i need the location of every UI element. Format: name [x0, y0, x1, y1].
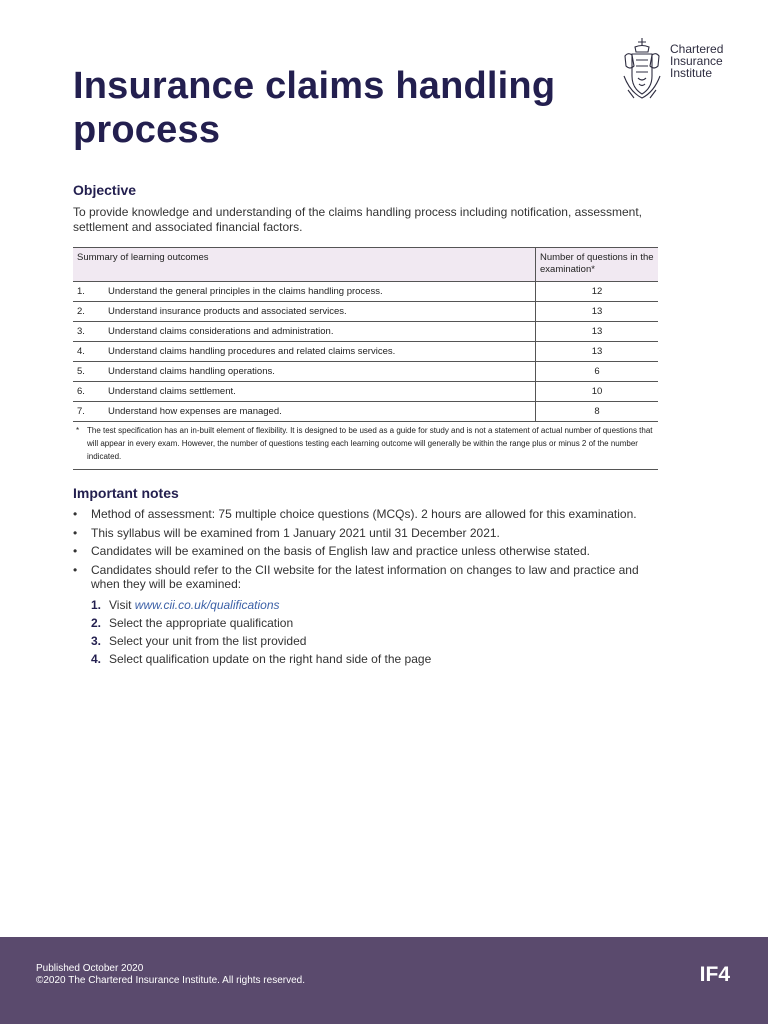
list-item [73, 507, 658, 522]
cii-logo [620, 36, 740, 102]
logo-wordmark [670, 43, 723, 79]
cii-qualifications-link[interactable]: www.cii.co.uk/qualifications [134, 597, 280, 612]
bullet-icon: • [73, 562, 78, 577]
outcome-text: Understand the general principles in the claims handling process. [108, 286, 383, 297]
outcome-text: Understand claims considerations and administration. [108, 326, 334, 337]
step-text: Select qualification update on the right hand side of the page [109, 651, 432, 666]
list-item [73, 563, 658, 668]
row-number: 6. [77, 386, 85, 397]
step-text: Select your unit from the list provided [109, 633, 307, 648]
bullet-icon: • [73, 544, 78, 558]
cii-crest-icon [620, 36, 664, 102]
outcome-text: Understand insurance products and associated services. [108, 306, 347, 317]
note-text: Candidates should refer to the CII website for the latest information on changes to law and practice and when they will be examined: [91, 562, 639, 591]
footnote-text: The test specification has an in-built element of flexibility. It is designed to be used as a guide for study and is not a statement of actual number of questions that will appear in every exam. However, the number of questions testing each learning outcome will generally be within the range plus or minus 2 of the number indicated. [87, 426, 653, 461]
bullet-icon: • [73, 525, 78, 540]
row-number: 7. [77, 406, 85, 417]
outcome-text: Understand claims settlement. [108, 386, 236, 397]
row-number: 3. [77, 326, 85, 337]
table-header-row [73, 248, 658, 282]
outcome-text: Understand how expenses are managed. [108, 406, 282, 417]
row-number: 2. [77, 306, 85, 317]
step-number: 3. [91, 633, 102, 648]
question-count: 8 [536, 402, 659, 422]
header-outcomes: Summary of learning outcomes [73, 248, 536, 282]
logo-line-1: Chartered [670, 42, 724, 56]
list-item [73, 544, 658, 559]
outcome-text: Understand claims handling procedures and related claims services. [108, 346, 396, 357]
note-text: Method of assessment: 75 multiple choice questions (MCQs). 2 hours are allowed for this examination. [91, 507, 637, 521]
step-item [91, 596, 658, 614]
steps-list [91, 596, 658, 668]
step-number: 1. [91, 597, 102, 612]
logo-line-3: Institute [670, 66, 713, 80]
table-row [73, 282, 658, 302]
table-row [73, 382, 658, 402]
list-item [73, 526, 658, 541]
table-footnote [73, 424, 658, 470]
important-notes-list [73, 507, 658, 672]
step-number: 2. [91, 615, 102, 630]
row-number: 4. [77, 346, 85, 357]
question-count: 13 [536, 302, 659, 322]
note-text: This syllabus will be examined from 1 January 2021 until 31 December 2021. [91, 525, 500, 540]
question-count: 13 [536, 342, 659, 362]
bullet-icon: • [73, 507, 78, 521]
important-notes-heading: Important notes [73, 485, 179, 501]
unit-code: IF4 [699, 963, 730, 986]
table-row [73, 362, 658, 382]
table-row [73, 322, 658, 342]
row-number: 5. [77, 366, 85, 377]
step-number: 4. [91, 651, 102, 666]
question-count: 6 [536, 362, 659, 382]
copyright-notice: ©2020 The Chartered Insurance Institute. All rights reserved. [36, 975, 305, 986]
objective-text: To provide knowledge and understanding of the claims handling process including notification, assessment, settlement and associated financial factors. [73, 205, 643, 234]
published-date: Published October 2020 [36, 963, 144, 974]
question-count: 13 [536, 322, 659, 342]
table-row [73, 342, 658, 362]
step-item [91, 650, 658, 668]
outcome-text: Understand claims handling operations. [108, 366, 275, 377]
step-text: Select the appropriate qualification [109, 615, 294, 630]
objective-heading: Objective [73, 182, 137, 198]
row-number: 1. [77, 286, 85, 297]
table-row [73, 302, 658, 322]
page-title: Insurance claims handling process [73, 65, 556, 151]
learning-outcomes-table [73, 247, 658, 422]
step-item [91, 614, 658, 632]
logo-line-2: Insurance [670, 54, 723, 68]
page-footer [0, 937, 768, 1024]
step-text: Visit [109, 597, 135, 612]
footnote-mark: * [76, 426, 80, 435]
header-questions: Number of questions in the examination* [536, 248, 659, 282]
table-row [73, 402, 658, 422]
question-count: 12 [536, 282, 659, 302]
step-item [91, 632, 658, 650]
note-text: Candidates will be examined on the basis of English law and practice unless otherwise stated. [91, 544, 590, 558]
question-count: 10 [536, 382, 659, 402]
